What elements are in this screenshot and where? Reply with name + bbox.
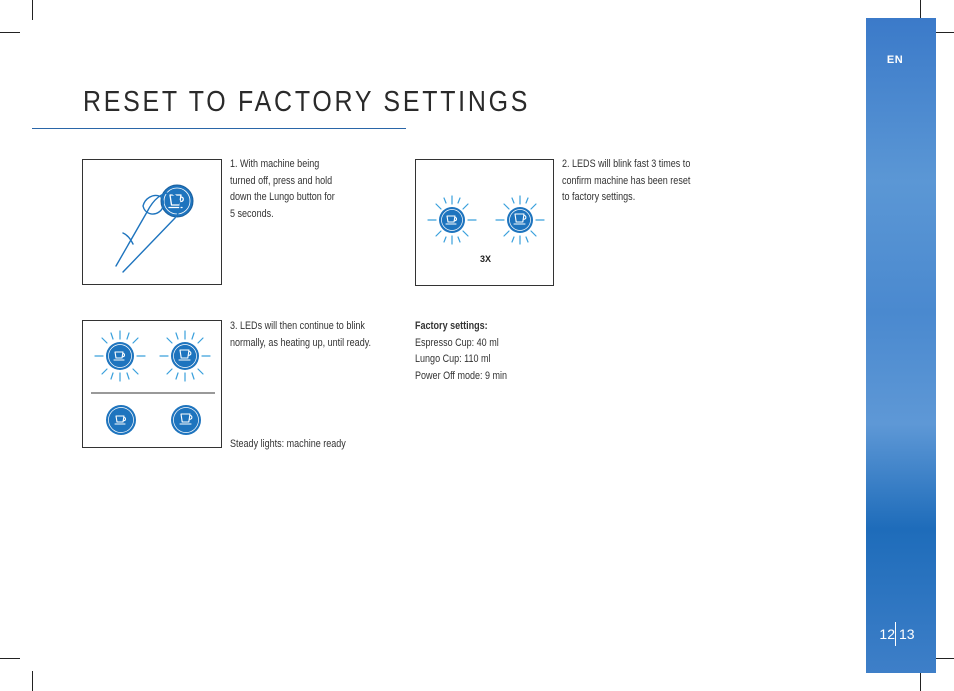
- page-number-left: 12: [879, 626, 895, 642]
- finger-press-icon: [83, 160, 221, 284]
- step-2-text: [562, 156, 690, 206]
- lungo-cup-icon: [507, 207, 533, 233]
- lungo-cup-icon: [171, 405, 201, 435]
- text-line: down the Lungo button for: [230, 191, 335, 203]
- factory-setting-item: Power Off mode: 9 min: [415, 369, 508, 382]
- lungo-cup-icon: [171, 342, 199, 370]
- blink-count-badge: 3X: [480, 254, 492, 264]
- factory-setting-item: Espresso Cup: 40 ml: [415, 336, 499, 349]
- page-number-separator: [895, 622, 896, 646]
- crop-mark: [32, 0, 33, 20]
- crop-mark: [920, 0, 921, 20]
- factory-settings-heading: Factory settings:: [415, 320, 488, 332]
- text-line: 2. LEDS will blink fast 3 times to: [562, 158, 691, 170]
- step-1-text: [230, 156, 335, 222]
- espresso-cup-icon: [106, 342, 134, 370]
- step-3-text: [230, 318, 371, 351]
- text-line: confirm machine has been reset: [562, 174, 691, 187]
- crop-mark: [0, 32, 20, 33]
- language-sidebar: [866, 18, 936, 673]
- text-line: normally, as heating up, until ready.: [230, 336, 372, 349]
- text-line: 5 seconds.: [230, 207, 274, 220]
- figure-heating-ready: [82, 320, 222, 448]
- text-line: 3. LEDs will then continue to blink: [230, 320, 365, 332]
- factory-setting-item: Lungo Cup: 110 ml: [415, 353, 491, 365]
- crop-mark: [920, 671, 921, 691]
- text-line: turned off, press and hold: [230, 174, 333, 187]
- figure-press-lungo: [82, 159, 222, 285]
- espresso-cup-icon: [106, 405, 136, 435]
- espresso-cup-icon: [439, 207, 465, 233]
- factory-settings: [415, 318, 507, 384]
- text-line: to factory settings.: [562, 191, 636, 203]
- steady-lights-note: Steady lights: machine ready: [230, 438, 346, 450]
- language-tab: EN: [886, 54, 904, 66]
- title-underline: [32, 128, 406, 129]
- crop-mark: [32, 671, 33, 691]
- crop-mark: [934, 32, 954, 33]
- crop-mark: [0, 658, 20, 659]
- text-line: 1. With machine being: [230, 158, 320, 170]
- crop-mark: [934, 658, 954, 659]
- page-title: RESET TO FACTORY SETTINGS: [83, 86, 531, 118]
- page-number-right: 13: [899, 626, 915, 642]
- figure-fast-blink: [415, 159, 554, 286]
